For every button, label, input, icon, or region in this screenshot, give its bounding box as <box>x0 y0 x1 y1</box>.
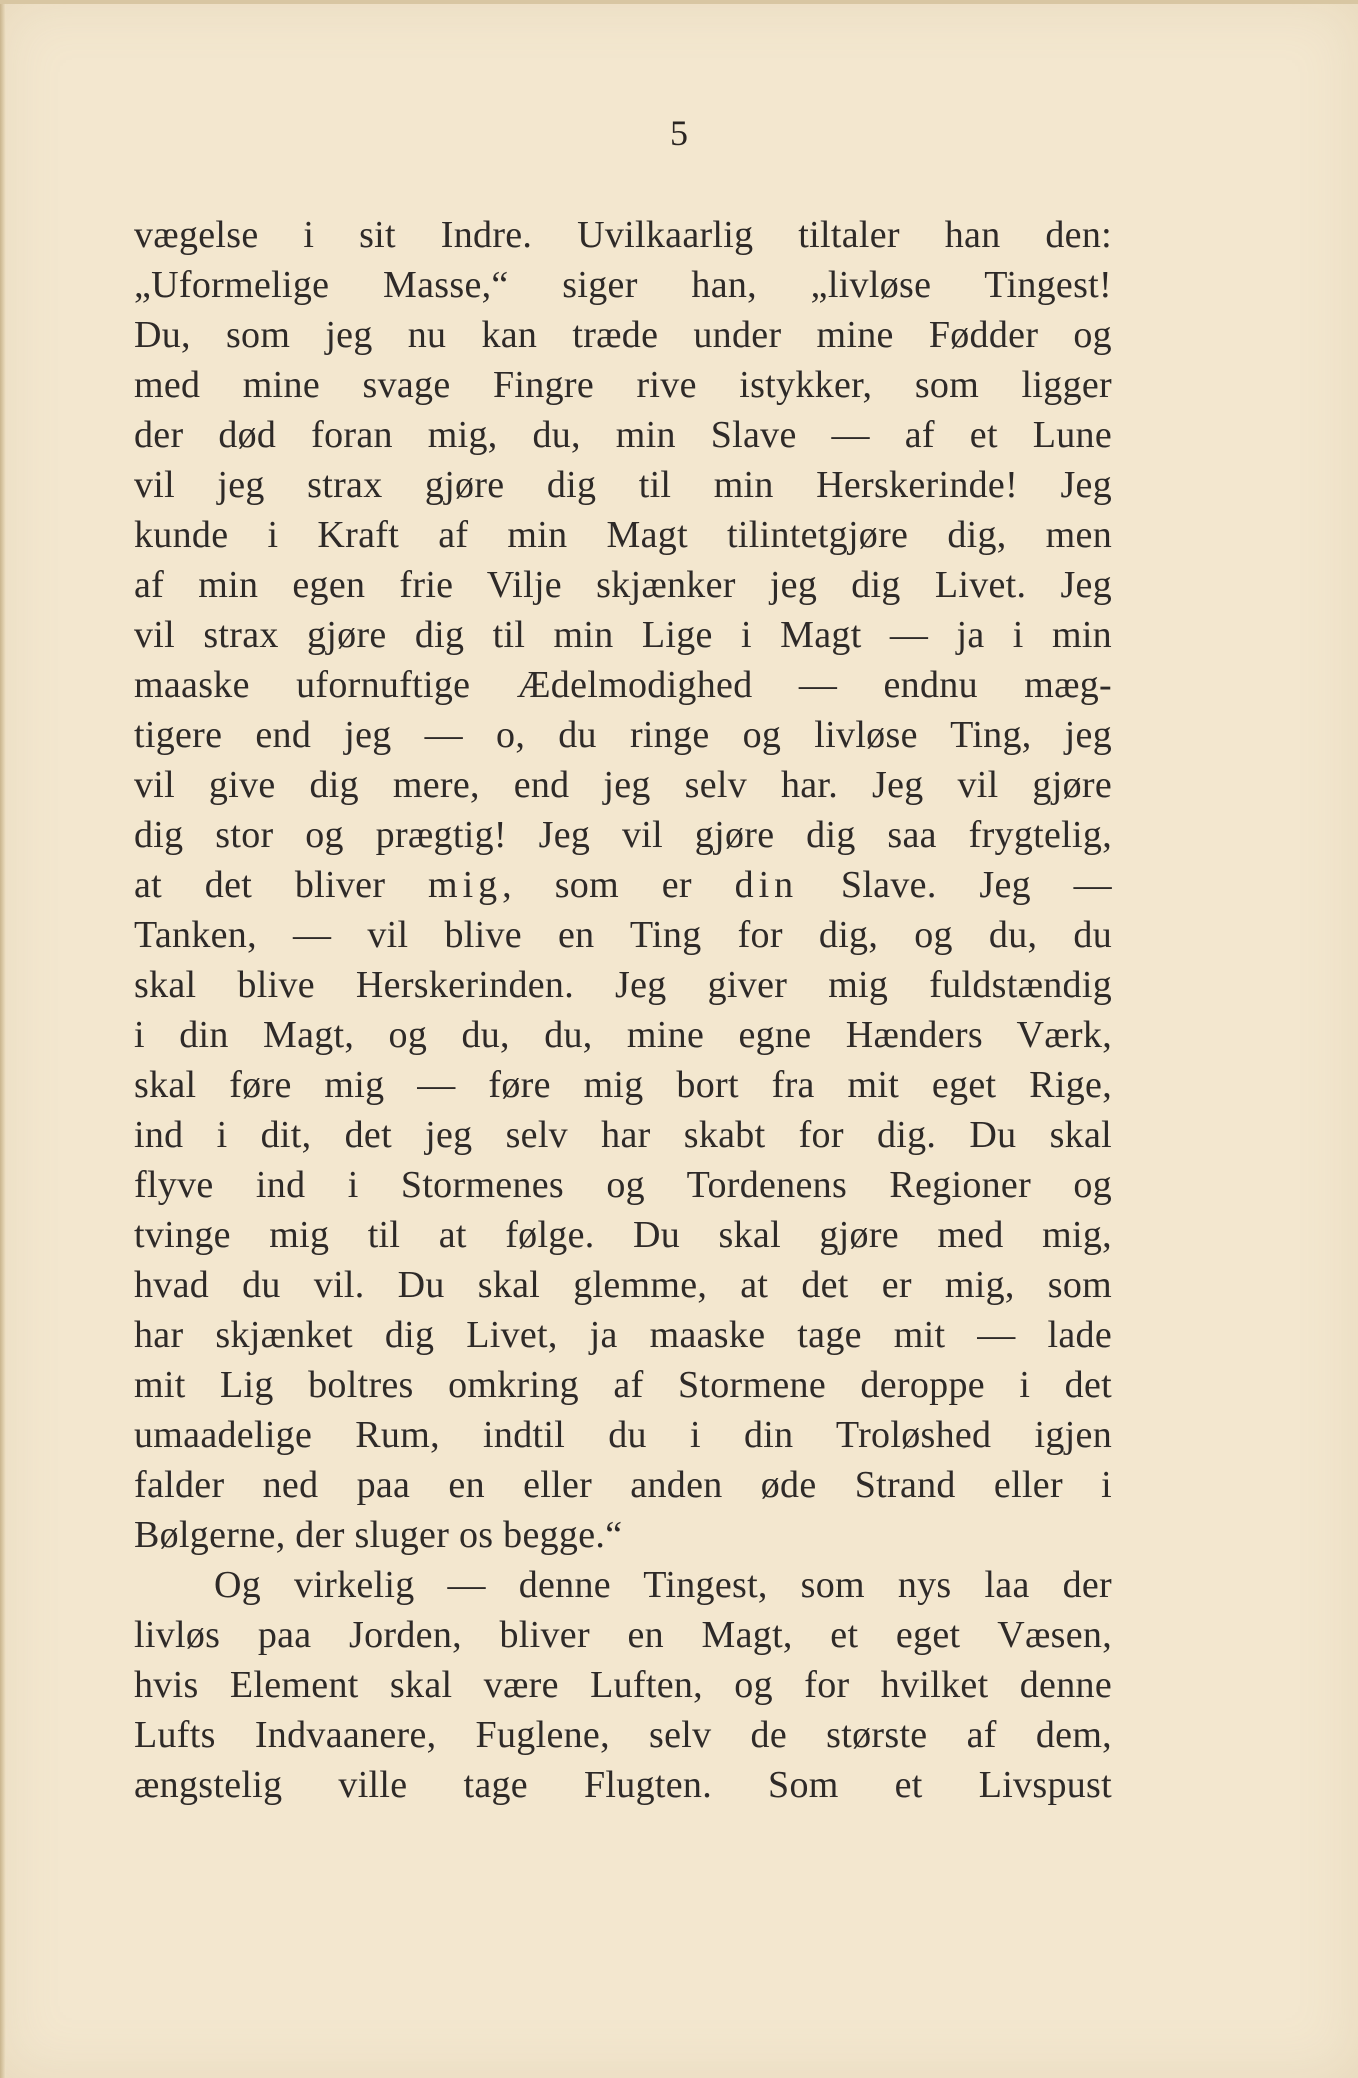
text-line: har skjænket dig Livet, ja maaske tage mit — lade <box>134 1314 1112 1356</box>
text-line: af min egen frie Vilje skjænker jeg dig Livet. Jeg <box>134 564 1112 606</box>
emphasized-word: mig <box>428 864 503 906</box>
text-segment: , som er <box>502 864 692 906</box>
text-line: flyve ind i Stormenes og Tordenens Regioner og <box>134 1164 1112 1206</box>
text-line: falder ned paa en eller anden øde Strand eller i <box>134 1464 1112 1506</box>
text-line-emphasis <box>134 860 1112 910</box>
text-line: dig stor og prægtig! Jeg vil gjøre dig saa frygtelig, <box>134 814 1112 856</box>
text-line: Og virkelig — denne Tingest, som nys laa der <box>214 1564 1112 1606</box>
text-line: med mine svage Fingre rive istykker, som ligger <box>134 364 1112 406</box>
text-line: livløs paa Jorden, bliver en Magt, et eget Væsen, <box>134 1614 1112 1656</box>
text-line: vil jeg strax gjøre dig til min Herskerinde! Jeg <box>134 464 1112 506</box>
text-line: ind i dit, det jeg selv har skabt for dig. Du skal <box>134 1114 1112 1156</box>
text-line: Du, som jeg nu kan træde under mine Fødder og <box>134 314 1112 356</box>
text-line: vil strax gjøre dig til min Lige i Magt — ja i min <box>134 614 1112 656</box>
text-line: hvis Element skal være Luften, og for hvilket denne <box>134 1664 1112 1706</box>
text-line: skal føre mig — føre mig bort fra mit eget Rige, <box>134 1064 1112 1106</box>
text-line: umaadelige Rum, indtil du i din Troløshed igjen <box>134 1414 1112 1456</box>
text-line: i din Magt, og du, du, mine egne Hænders Værk, <box>134 1014 1112 1056</box>
text-line: der død foran mig, du, min Slave — af et Lune <box>134 414 1112 456</box>
text-segment: at det bliver <box>134 864 386 906</box>
text-line: skal blive Herskerinden. Jeg giver mig fuldstændig <box>134 964 1112 1006</box>
text-line: maaske ufornuftige Ædelmodighed — endnu mæg- <box>134 664 1112 706</box>
text-line: Lufts Indvaanere, Fuglene, selv de største af dem, <box>134 1714 1112 1756</box>
text-line: vil give dig mere, end jeg selv har. Jeg vil gjøre <box>134 764 1112 806</box>
emphasized-word: din <box>734 864 799 906</box>
text-line: kunde i Kraft af min Magt tilintetgjøre dig, men <box>134 514 1112 556</box>
text-line: tigere end jeg — o, du ringe og livløse Ting, jeg <box>134 714 1112 756</box>
text-segment: Slave. Jeg — <box>840 864 1112 906</box>
text-line: tvinge mig til at følge. Du skal gjøre med mig, <box>134 1214 1112 1256</box>
text-line: ængstelig ville tage Flugten. Som et Livspust <box>134 1764 1112 1806</box>
page-number: 5 <box>670 113 688 153</box>
text-line: hvad du vil. Du skal glemme, at det er mig, som <box>134 1264 1112 1306</box>
body-text <box>134 210 1112 1810</box>
text-line: Bølgerne, der sluger os begge.“ <box>134 1514 623 1556</box>
page-left-edge <box>0 0 6 2078</box>
text-line: Tanken, — vil blive en Ting for dig, og du, du <box>134 914 1112 956</box>
text-line: „Uformelige Masse,“ siger han, „livløse Tingest! <box>134 264 1112 306</box>
page-top-edge <box>0 0 1358 4</box>
text-line: vægelse i sit Indre. Uvilkaarlig tiltaler han den: <box>134 214 1112 256</box>
text-line: mit Lig boltres omkring af Stormene deroppe i det <box>134 1364 1112 1406</box>
